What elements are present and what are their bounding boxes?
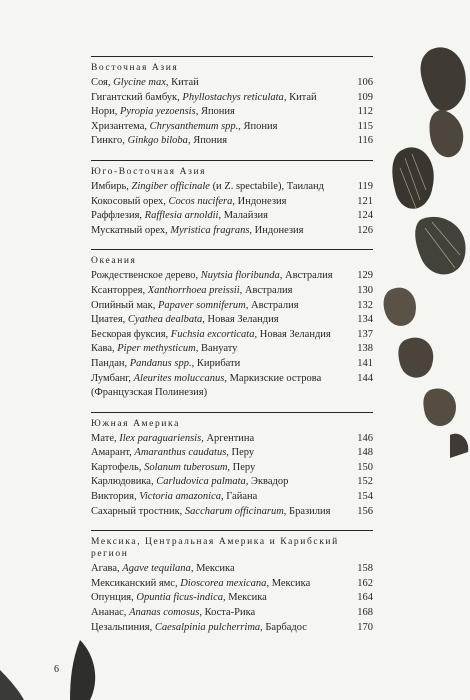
toc-entry[interactable] (91, 328, 373, 343)
entry-latin-name: Xanthorrhoea preissii (147, 284, 240, 296)
entry-latin-name: Ginkgo biloba (127, 135, 188, 147)
entry-page-number: 152 (357, 476, 373, 488)
toc-entry[interactable] (91, 577, 373, 592)
toc-entry[interactable] (91, 606, 373, 621)
entry-title (91, 224, 339, 239)
entry-title (91, 562, 339, 577)
entry-title (91, 461, 339, 476)
entry-common-name: Нори, (91, 106, 120, 118)
entry-region: , Австралия (245, 299, 299, 311)
toc-entry[interactable] (91, 505, 373, 520)
entry-region: , Япония (238, 120, 278, 132)
entry-title (91, 505, 339, 520)
toc-entry[interactable] (91, 490, 373, 505)
entry-title (91, 299, 339, 314)
entry-common-name: Циатея, (91, 314, 128, 326)
entry-common-name: Опийный мак, (91, 299, 158, 311)
entry-region: , Новая Зеландия (254, 328, 331, 340)
entry-region: , Индонезия (232, 195, 287, 207)
botanical-illustration (360, 40, 470, 460)
entry-latin-name: Aleurites moluccanus (133, 372, 225, 384)
section-title: Юго-Восточная Азия (91, 166, 207, 177)
entry-title (91, 606, 339, 621)
entry-latin-name: Cocos nucifera (168, 195, 233, 207)
toc-entry[interactable] (91, 446, 373, 461)
entry-common-name: Гигантский бамбук, (91, 91, 183, 103)
entry-common-name: Рождественское дерево, (91, 270, 201, 282)
entry-latin-name: Victoria amazonica (139, 491, 221, 503)
entry-region: , Мексика (190, 563, 235, 575)
entry-page-number: 134 (357, 314, 373, 326)
entry-latin-name: Cyathea dealbata (127, 314, 203, 326)
entry-common-name: Картофель, (91, 461, 145, 473)
entry-region: , Мексика (223, 592, 267, 604)
entry-region: , Вануату (195, 343, 238, 355)
entry-page-number: 115 (357, 120, 373, 132)
section-title: Мексика, Центральная Америка и Карибский регион (91, 537, 339, 560)
toc-section (91, 56, 373, 149)
entry-title (91, 195, 339, 210)
entry-latin-name: Dioscorea mexicana (180, 577, 267, 589)
toc-entry[interactable] (91, 76, 373, 91)
entry-latin-name: Amaranthus caudatus (134, 447, 227, 459)
entry-common-name: Соя, (91, 77, 114, 88)
entry-common-name: Сахарный тростник, (91, 505, 185, 517)
page-number: 6 (54, 664, 59, 675)
entry-common-name: Хризантема, (91, 120, 150, 132)
entry-page-number: 162 (357, 577, 373, 589)
entry-title (91, 446, 339, 461)
entry-common-name: Мате, (91, 432, 120, 444)
entry-title (91, 621, 339, 636)
entry-region: , Барбадос (260, 621, 307, 633)
entry-region: , Кирибати (191, 357, 241, 369)
section-title: Южная Америка (91, 418, 180, 429)
entry-common-name: Гинкго, (91, 135, 128, 147)
toc-entry[interactable] (91, 105, 373, 120)
entry-title (91, 490, 339, 505)
entry-latin-name: Fuchsia excorticata (170, 328, 255, 340)
entry-latin-name: Solanum tuberosum (144, 461, 228, 473)
entry-common-name: Лумбанг, (91, 372, 134, 384)
entry-title (91, 76, 339, 91)
entry-region: , Перу (227, 461, 256, 473)
entry-title (91, 357, 339, 372)
entry-region: , Мексика (266, 577, 311, 589)
entry-common-name: Кава, (91, 343, 118, 355)
toc-section (91, 249, 373, 400)
toc-entry[interactable] (91, 269, 373, 284)
entry-region: , Китай (283, 91, 317, 103)
entry-latin-name: Papaver somniferum (157, 299, 246, 311)
toc-entry[interactable] (91, 562, 373, 577)
toc-entry[interactable] (91, 120, 373, 135)
entry-region: , Перу (226, 447, 255, 459)
entry-page-number: 164 (357, 592, 373, 604)
entry-region: , Гайана (221, 491, 258, 503)
toc-entry[interactable] (91, 432, 373, 447)
entry-page-number: 156 (357, 505, 373, 517)
toc-entry[interactable] (91, 284, 373, 299)
entry-latin-name: Saccharum officinarum (184, 505, 284, 517)
entry-page-number: 150 (357, 461, 373, 473)
entry-latin-name: Nuytsia floribunda (200, 270, 280, 282)
entry-common-name: Бескорая фуксия, (91, 328, 171, 340)
entry-region: , Коста-Рика (199, 607, 256, 619)
toc-section (91, 412, 373, 520)
entry-title (91, 313, 339, 328)
entry-common-name: Пандан, (91, 357, 130, 369)
entry-page-number: 148 (357, 447, 373, 459)
entry-title (91, 120, 339, 135)
toc-entry[interactable] (91, 357, 373, 372)
entry-region: , Япония (195, 106, 235, 118)
entry-region: , Япония (187, 135, 228, 147)
entry-latin-name: Glycine max (113, 77, 166, 88)
toc-section (91, 530, 373, 635)
entry-title (91, 284, 339, 299)
entry-common-name: Виктория, (91, 491, 140, 503)
entry-region: , Малайзия (218, 210, 268, 222)
toc-entry[interactable] (91, 224, 373, 239)
entry-page-number: 106 (357, 77, 373, 88)
entry-region: , Бразилия (283, 505, 331, 517)
toc-entry[interactable] (91, 461, 373, 476)
toc-entry[interactable] (91, 342, 373, 357)
entry-region: , Австралия (239, 284, 293, 296)
entry-title (91, 134, 339, 149)
entry-common-name: Раффлезия, (91, 210, 145, 222)
toc-entry[interactable] (91, 134, 373, 149)
toc-entry[interactable] (91, 591, 373, 606)
entry-page-number: 126 (357, 224, 373, 236)
entry-page-number: 154 (357, 491, 373, 503)
entry-latin-name: Zingiber officinale (131, 180, 210, 192)
entry-region: , Эквадор (245, 476, 289, 488)
toc-entry[interactable] (91, 209, 373, 224)
table-of-contents (91, 56, 373, 646)
entry-common-name: Амарант, (91, 447, 135, 459)
entry-title (91, 180, 339, 195)
entry-latin-name: Phyllostachys reticulata (182, 91, 284, 103)
entry-latin-name: Ilex paraguariensis (119, 432, 202, 444)
entry-region: , Австралия (279, 270, 333, 282)
entry-page-number: 130 (357, 284, 373, 296)
entry-common-name: Мексиканский ямс, (91, 577, 181, 589)
entry-region: , Китай (165, 77, 199, 88)
entry-common-name: Кокосовый орех, (91, 195, 169, 207)
toc-section (91, 160, 373, 238)
entry-latin-name: Caesalpinia pulcherrima (154, 621, 261, 633)
entry-latin-name: Rafflesia arnoldii (144, 210, 219, 222)
entry-latin-name: Pandanus spp. (129, 357, 192, 369)
entry-title (91, 342, 339, 357)
entry-region: , Индонезия (249, 224, 304, 236)
entry-latin-name: Myristica fragrans (170, 224, 250, 236)
entry-region: , Маркизские острова (Французская Полинезия) (91, 372, 322, 399)
entry-common-name: Имбирь, (91, 180, 132, 192)
entry-title (91, 209, 339, 224)
entry-region: , Новая Зеландия (202, 314, 279, 326)
entry-region: , Аргентина (201, 432, 255, 444)
entry-latin-name: Opuntia ficus-indica (136, 592, 224, 604)
entry-latin-name: Piper methysticum (117, 343, 196, 355)
entry-page-number: 170 (357, 621, 373, 633)
entry-title (91, 269, 339, 284)
entry-latin-name: Agave tequilana (122, 563, 191, 575)
toc-entry[interactable] (91, 621, 373, 636)
entry-title (91, 372, 339, 401)
entry-common-name: Цезальпиния, (91, 621, 155, 633)
toc-entry[interactable] (91, 475, 373, 490)
toc-entry[interactable] (91, 313, 373, 328)
entry-page-number: 116 (357, 135, 373, 147)
entry-page-number: 132 (357, 299, 373, 311)
entry-page-number: 112 (357, 106, 373, 118)
entry-title (91, 432, 339, 447)
entry-page-number: 109 (357, 91, 373, 103)
entry-page-number: 129 (357, 270, 373, 282)
entry-common-name: Ананас, (91, 607, 130, 619)
entry-title (91, 91, 339, 106)
entry-page-number: 138 (357, 343, 373, 355)
entry-common-name: Мускатный орех, (91, 224, 171, 236)
entry-title (91, 328, 339, 343)
entry-common-name: Карлюдовика, (91, 476, 157, 488)
entry-page-number: 168 (357, 607, 373, 619)
entry-common-name: Агава, (91, 563, 123, 575)
entry-title (91, 475, 339, 490)
entry-page-number: 119 (357, 180, 373, 192)
entry-page-number: 158 (357, 563, 373, 575)
entry-latin-name: Ananas comosus (129, 607, 200, 619)
entry-page-number: 146 (357, 432, 373, 444)
entry-latin-name: Chrysanthemum spp. (149, 120, 239, 132)
toc-entry[interactable] (91, 195, 373, 210)
entry-page-number: 121 (357, 195, 373, 207)
entry-latin-name: Pyropia yezoensis (119, 106, 196, 118)
entry-title (91, 591, 339, 606)
entry-region: (и Z. spectabile), Таиланд (209, 180, 324, 192)
toc-entry[interactable] (91, 180, 373, 195)
entry-page-number: 137 (357, 328, 373, 340)
section-title: Океания (91, 256, 137, 267)
entry-page-number: 141 (357, 357, 373, 369)
entry-common-name: Ксанторрея, (91, 284, 148, 296)
entry-latin-name: Carludovica palmata (156, 476, 246, 488)
toc-entry[interactable] (91, 91, 373, 106)
entry-common-name: Опунция, (91, 592, 137, 604)
entry-page-number: 124 (357, 210, 373, 222)
entry-title (91, 577, 339, 592)
entry-title (91, 105, 339, 120)
entry-page-number: 144 (357, 372, 373, 384)
section-title: Восточная Азия (91, 63, 179, 73)
toc-entry[interactable] (91, 372, 373, 401)
toc-entry[interactable] (91, 299, 373, 314)
